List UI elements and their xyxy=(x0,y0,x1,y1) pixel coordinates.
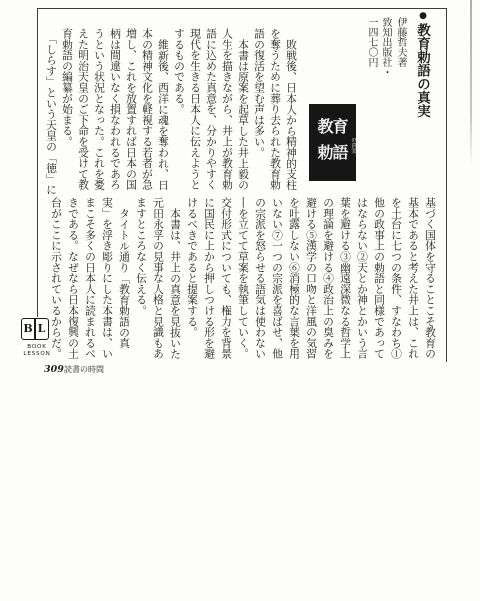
frame-top-rule xyxy=(37,8,447,9)
book-publisher: 致知出版社・ xyxy=(380,17,391,77)
review-column: 台がここに示されているからだ。 xyxy=(50,197,63,359)
review-text-upper xyxy=(43,28,299,196)
review-column: 語の復活を望む声は多い。 xyxy=(253,28,266,158)
review-column: を奪うために葬り去られた教育勅 xyxy=(269,28,282,190)
review-column: を吐露しない⑥消極的な言葉を用 xyxy=(288,197,301,359)
frame-right-rule xyxy=(446,8,447,362)
review-column: まこそ多くの日本人に読まれるべ xyxy=(84,197,97,359)
review-column: 語に込めた真意を、分かりやすく xyxy=(205,28,218,190)
review-column: けるべきであると提案する。 xyxy=(186,197,199,338)
review-column: 実」を浮き彫りにした本書は、い xyxy=(101,197,114,359)
review-column: 交付形式についても、権力を背景 xyxy=(220,197,233,359)
review-column: の宗派を怒らせる語気は使わない xyxy=(254,197,267,359)
logo-letter-b: B xyxy=(21,318,35,340)
review-column: 人生を描きながら、井上が教育勅 xyxy=(221,28,234,190)
book-price: 一四七〇円 xyxy=(366,17,377,67)
review-column: 育勅語の編纂が始まる。 xyxy=(61,28,74,147)
logo-caption-book: BOOK xyxy=(27,344,47,350)
review-column: 基本であると考えた井上は、これ xyxy=(407,197,420,359)
section-name: 読書の時間 xyxy=(64,365,104,374)
review-column: 柄は間違いなく損なわれるであろ xyxy=(109,28,122,190)
review-column: ますところなく伝える。 xyxy=(135,197,148,316)
cover-subtitle: の真実 xyxy=(350,137,356,154)
review-column: 基づく国体を守ることこそ教育の xyxy=(424,197,437,359)
review-column: 維新後、西洋に魂を奪われ、日 xyxy=(157,38,170,190)
scan-edge-shadow xyxy=(470,0,472,166)
review-column: 避ける⑤漢学の口吻と洋風の気習 xyxy=(305,197,318,359)
book-author: 伊藤哲夫著 xyxy=(395,17,406,67)
review-text-lower xyxy=(48,197,439,361)
review-column: 本書は、井上の真意を見抜いた xyxy=(169,207,182,359)
logo-letter-l: L xyxy=(35,318,49,340)
review-column: するものである。 xyxy=(173,28,186,115)
review-column: を土台に七つの条件、すなわち① xyxy=(390,197,403,359)
review-column: 葉を避ける③幽遠深微なる哲学上 xyxy=(339,197,352,359)
review-column: はならない②天とか神とかいう言 xyxy=(356,197,369,359)
book-lesson-logo xyxy=(21,318,51,341)
logo-caption-lesson: LESSON xyxy=(23,351,51,357)
review-column: いない⑦一つの宗派を喜ばせ、他 xyxy=(271,197,284,359)
review-column: 本の精神文化を軽視する若者が急 xyxy=(141,28,154,190)
review-column: 増し、これを放置すれば日本の国 xyxy=(125,28,138,190)
review-column: に国民に上から押しつける形を避 xyxy=(203,197,216,359)
cover-title-bottom: 勅語 xyxy=(317,143,348,162)
review-column: の理論を避ける④政治上の臭みを xyxy=(322,197,335,359)
page-number: 309 xyxy=(44,364,64,375)
review-column: 他の政事上の勅語と同様であって xyxy=(373,197,386,359)
review-column: 「しらす」という天皇の「徳」に xyxy=(45,33,58,196)
review-column: ―を立てて草案を執筆していく。 xyxy=(237,197,250,359)
review-column: 敗戦後、日本人から精神的支柱 xyxy=(285,38,298,190)
review-column: タイトル通り「教育勅語の真 xyxy=(118,207,131,349)
review-column: 本書は原案を起草した井上毅の xyxy=(237,38,250,190)
review-column: 現代を生きる日本人に伝えようと xyxy=(189,28,202,190)
cover-title-top: 教育 xyxy=(317,117,348,136)
book-title: 教育勅語の真実 xyxy=(414,23,430,118)
book-cover-image xyxy=(309,104,356,181)
title-bullet: ● xyxy=(419,11,427,21)
review-column: 元田永孚の見事な人格と見識もあ xyxy=(152,197,165,359)
frame-left-rule xyxy=(37,8,38,317)
review-column: えた明治天皇のご下命を受けて教 xyxy=(77,28,90,190)
review-column: きである。なぜなら日本復興の土 xyxy=(67,197,80,359)
review-column: うという状況となった。これを憂 xyxy=(93,28,106,190)
